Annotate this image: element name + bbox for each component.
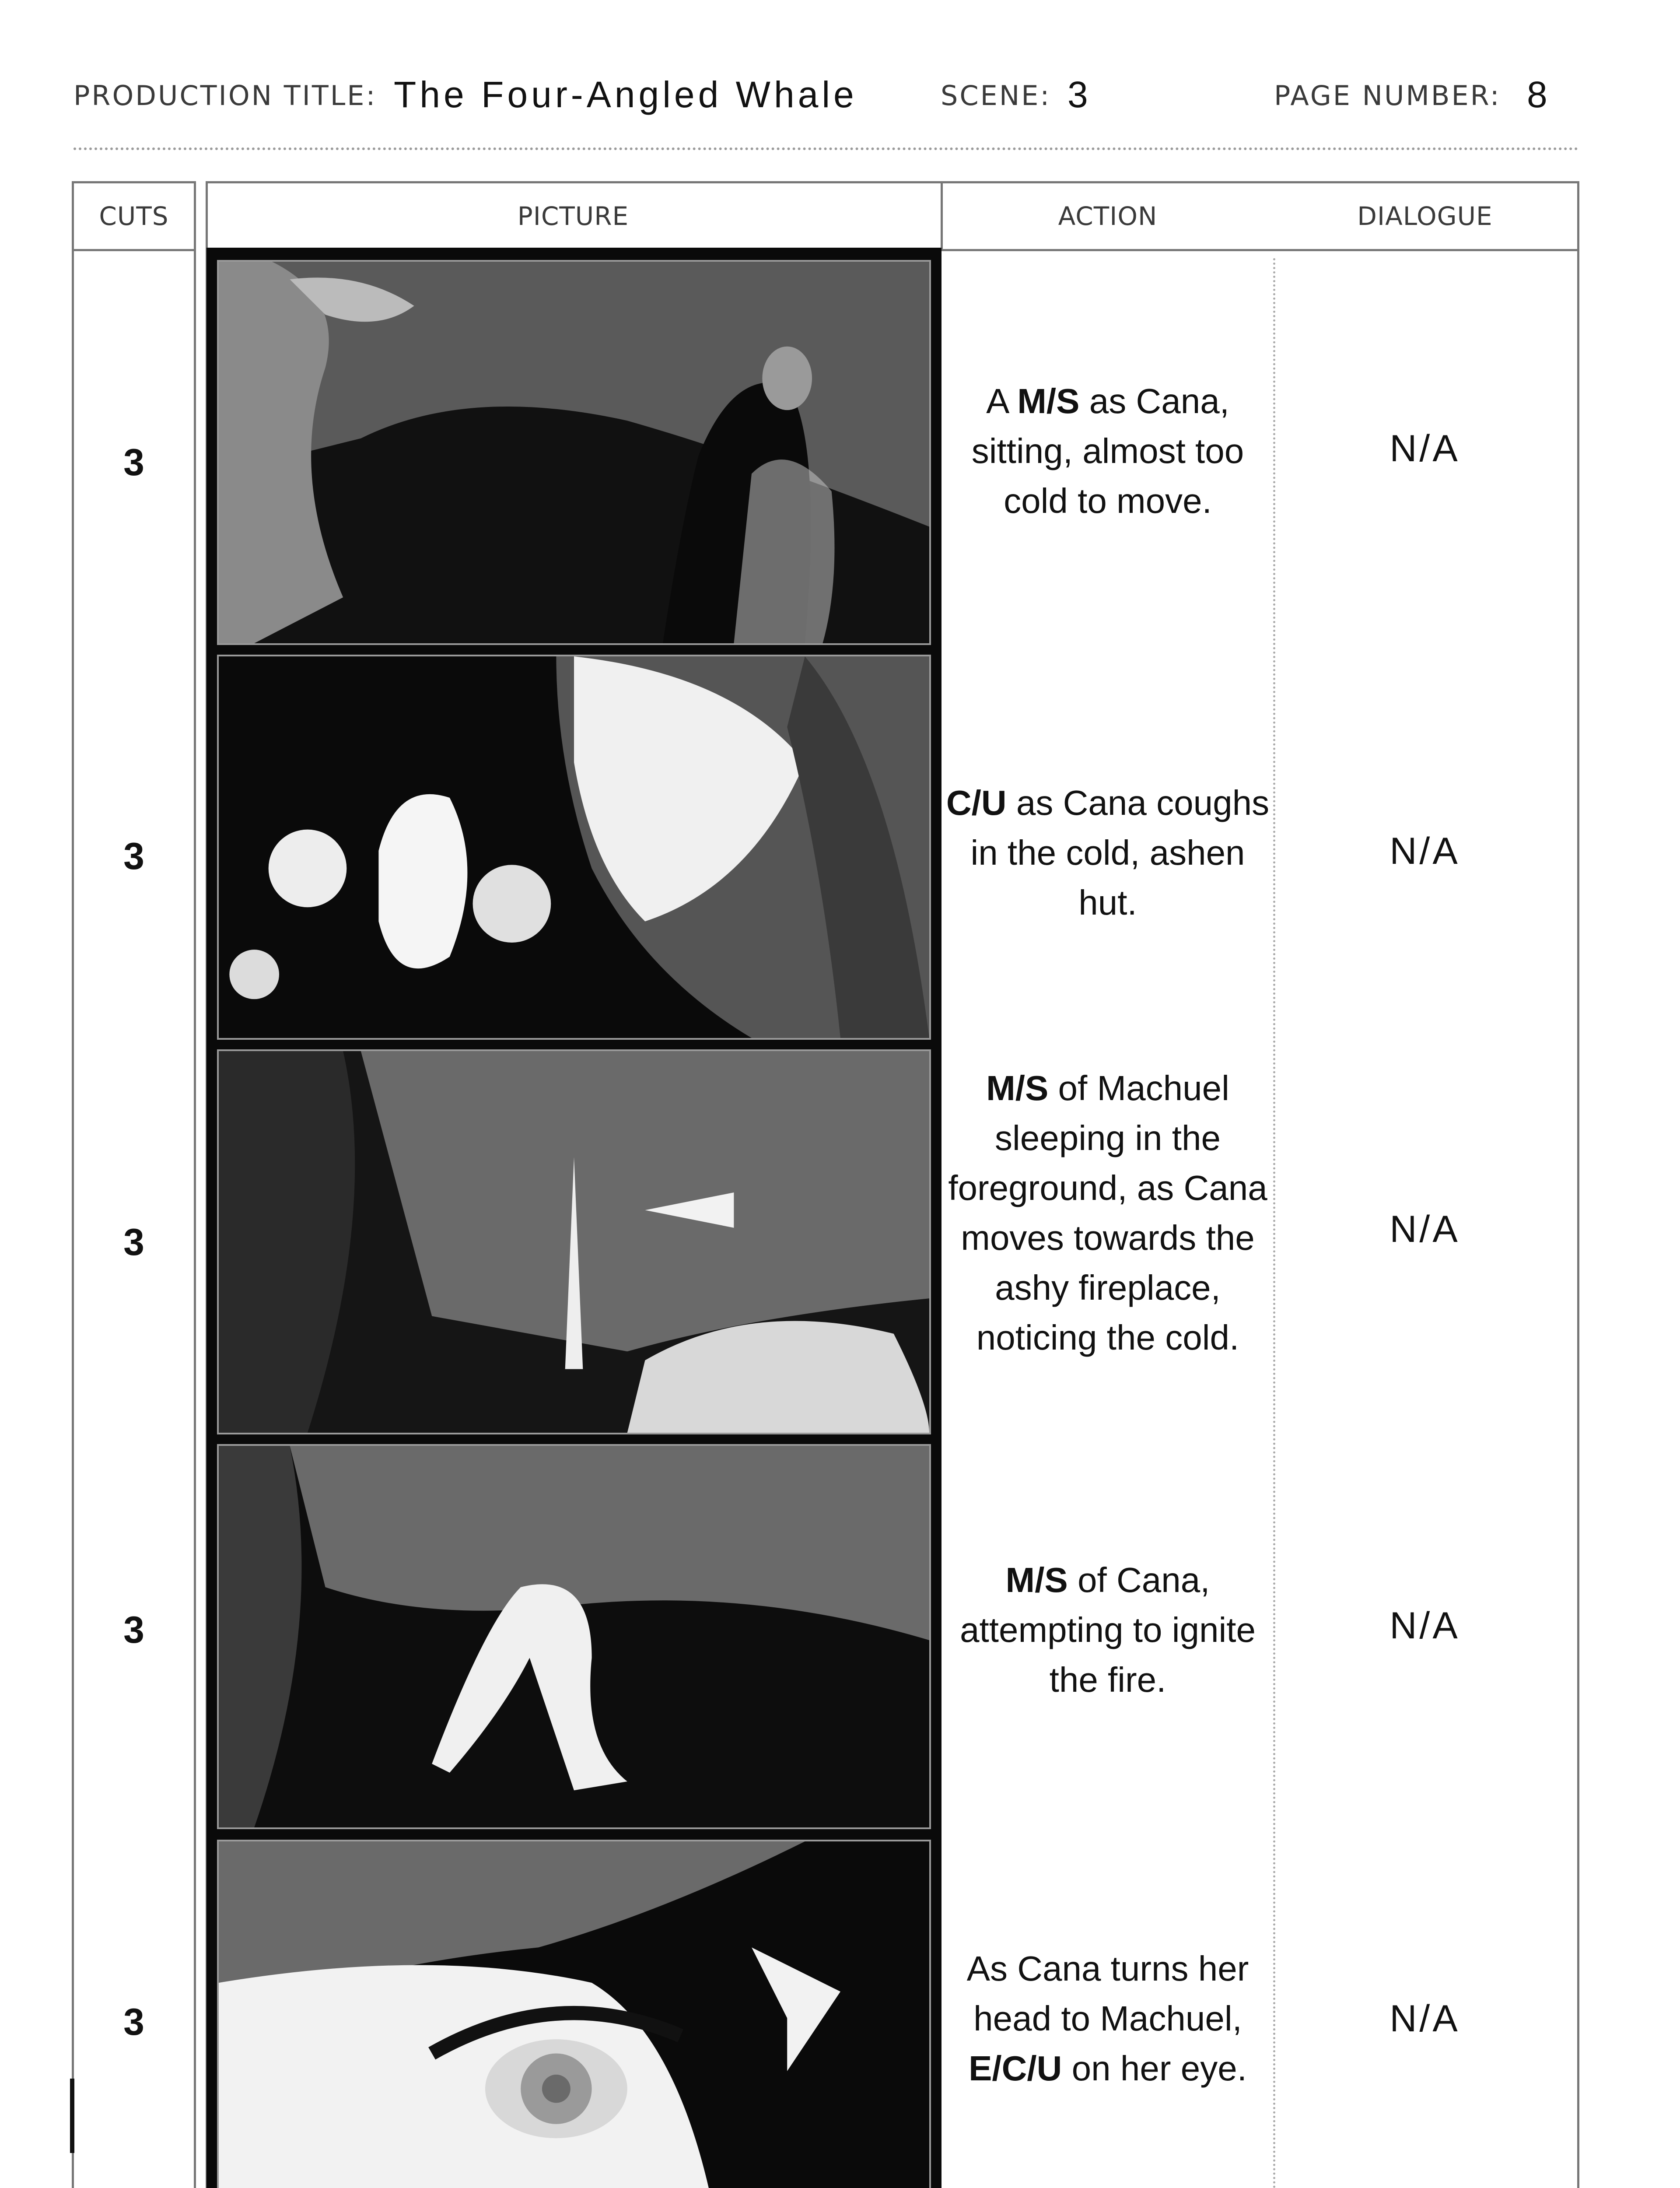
action-text-5: As Cana turns her head to Machuel, E/C/U on her eye. <box>966 1949 1249 2088</box>
cut-number-2: 3 <box>123 835 144 877</box>
storyboard-frame-2 <box>217 655 931 1040</box>
storyboard-frame-4 <box>217 1444 931 1829</box>
header-divider <box>74 147 1578 150</box>
scene-number: 3 <box>1068 74 1092 115</box>
page-number: 8 <box>1527 74 1551 115</box>
storyboard-frame-3 <box>217 1049 931 1434</box>
action-text-3: M/S of Machuel sleeping in the foreground, as Cana moves towards the ashy fireplace, noticing the cold. <box>948 1069 1267 1357</box>
storyboard-frame-1 <box>217 260 931 645</box>
column-header-cuts: CUTS <box>99 201 169 231</box>
cut-number-3: 3 <box>123 1221 144 1263</box>
dialogue-text-4: N/A <box>1390 1605 1460 1647</box>
action-text-1: A M/S as Cana, sitting, almost too cold to move. <box>971 382 1244 520</box>
dialogue-text-2: N/A <box>1390 830 1460 872</box>
cut-number-1: 3 <box>123 442 144 484</box>
dialogue-text-1: N/A <box>1390 428 1460 470</box>
dialogue-text-5: N/A <box>1390 1998 1460 2040</box>
action-text-2: C/U as Cana coughs in the cold, ashen hut. <box>946 783 1270 922</box>
cut-number-5: 3 <box>123 2001 144 2043</box>
action-text-4: M/S of Cana, attempting to ignite the fire. <box>960 1560 1256 1699</box>
scene-label: SCENE: <box>941 80 1051 112</box>
column-header-dialogue: DIALOGUE <box>1357 201 1493 231</box>
production-title-label: PRODUCTION TITLE: <box>74 80 377 112</box>
production-title: The Four-Angled Whale <box>394 74 858 115</box>
cut-number-4: 3 <box>123 1609 144 1651</box>
column-header-action: ACTION <box>1058 201 1158 231</box>
dialogue-text-3: N/A <box>1390 1208 1460 1250</box>
column-header-picture: PICTURE <box>517 201 629 231</box>
page-number-label: PAGE NUMBER: <box>1274 80 1501 112</box>
margin-mark <box>70 2079 74 2153</box>
storyboard-frame-5 <box>217 1840 931 2188</box>
